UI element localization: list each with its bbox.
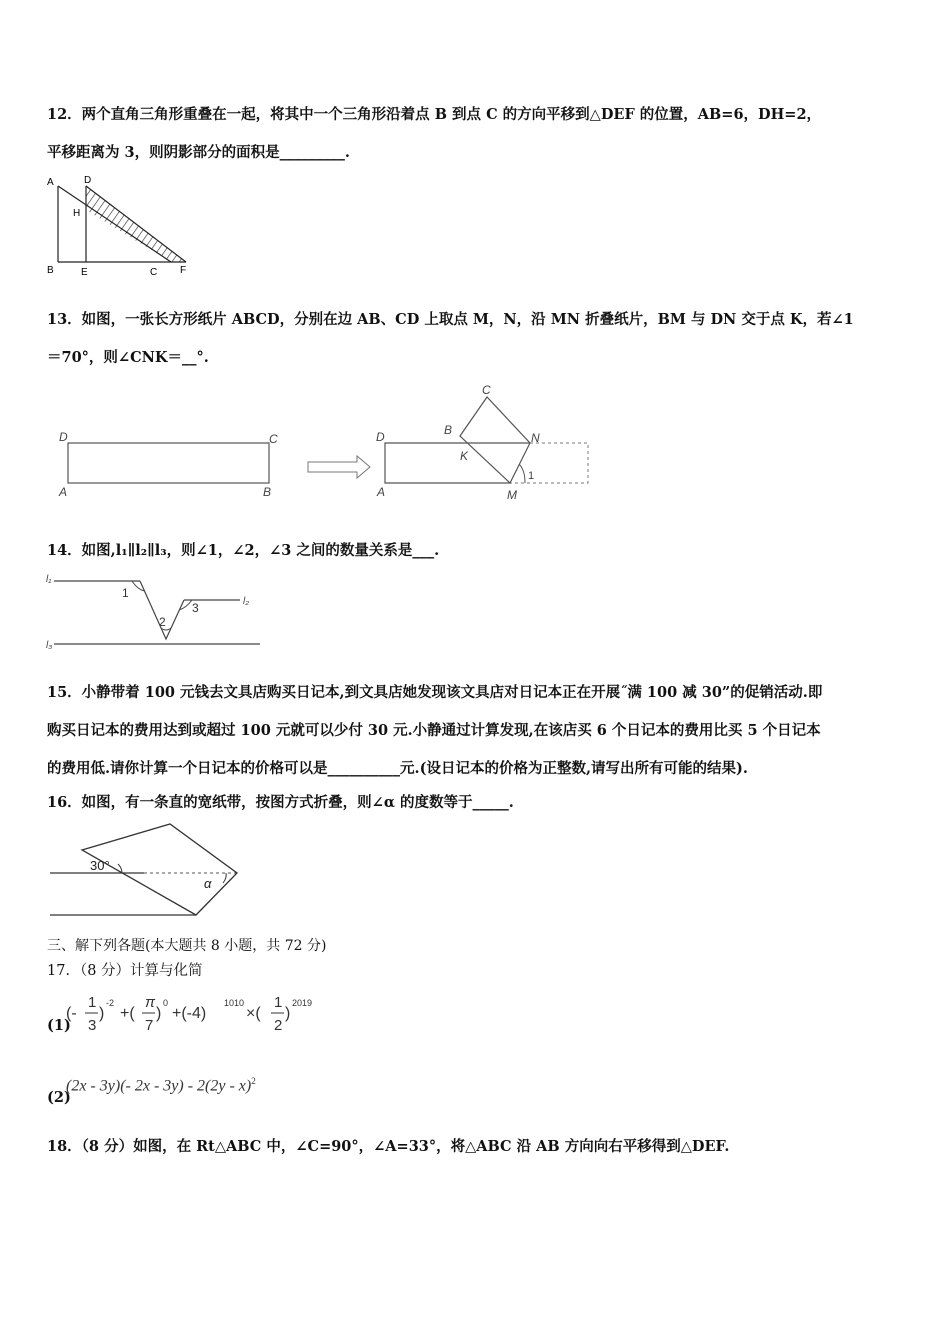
q17-p1-exp-1010: 1010 [224,998,245,1008]
q17-p1-den-7: 7 [145,1017,154,1034]
q13-angle-1-arc [519,464,525,483]
q13-left-label-A: A [59,485,68,499]
q12-line-DF [86,186,186,262]
q12-line2: 平移距离为 3，则阴影部分的面积是_________. [47,144,350,161]
q13-right-label-K: K [460,449,469,463]
q14-zigzag [140,581,184,639]
q16-label-alpha: α [204,876,212,891]
q17-p2-exp: 2 [251,1076,256,1086]
q12-label-B: B [47,265,54,276]
q17-p2-expr: (2x - 3y)(- 2x - 3y) - 2(2y - x) [66,1077,252,1095]
q17-p1-exp-neg2: -2 [106,998,115,1008]
q17-p1-close-2: ) [156,1005,162,1022]
q16-line1: 16．如图，有一条直的宽纸带，按图方式折叠，则∠α 的度数等于_____. [47,794,514,811]
q17-p1-num-1b: 1 [274,994,283,1011]
q16-figure [46,818,246,920]
q17-p1-close-3: ) [285,1005,291,1022]
q17-p1-close-1: ) [99,1005,105,1022]
q14-label-l3: l₃ [46,640,53,651]
q17-part2-label: (2) [47,1089,71,1106]
q17-part2-expression [66,1076,256,1095]
q13-right-label-D: D [376,430,385,444]
q17-p1-num-1: 1 [88,994,97,1011]
section3-title: 三、解下列各题(本大题共 8 小题，共 72 分) [47,938,327,954]
q13-figure [55,380,605,505]
q16-angle-alpha-arc [223,873,226,883]
q12-label-H: H [73,208,81,219]
q17-line1: 17．（8 分）计算与化简 [47,963,203,979]
q13-right-label-C: C [482,383,491,397]
q17-p1-times-open: ×( [246,1005,261,1022]
q14-label-1: 1 [122,586,129,600]
q18-line1: 18．（8 分）如图，在 Rt△ABC 中，∠C=90°，∠A=33°，将△ABC 沿 AB 方向向右平移得到△DEF. [47,1138,730,1155]
q14-label-2: 2 [159,615,166,629]
q15-line2: 购买日记本的费用达到或超过 100 元就可以少付 30 元.小静通过计算发现,在该店买 6 个日记本的费用比买 5 个日记本 [47,722,821,739]
q17-p1-exp-0: 0 [163,998,169,1008]
q13-dotted-part [510,443,588,483]
q15-line3: 的费用低.请你计算一个日记本的价格可以是__________元.(设日记本的价格为正整数,请写出所有可能的结果). [47,760,748,777]
q17-part1-expression [64,992,324,1038]
q13-right-label-1: 1 [528,470,535,482]
q12-label-F: F [180,265,187,276]
q12-line1: 12．两个直角三角形重叠在一起，将其中一个三角形沿着点 B 到点 C 的方向平移到△DEF 的位置，AB=6，DH=2， [47,106,822,123]
q12-figure [44,172,194,280]
q15-line1: 15．小静带着 100 元钱去文具店购买日记本,到文具店她发现该文具店对日记本正在开展˝满 100 减 30”的促销活动.即 [47,684,823,701]
q16-label-30deg: 30° [90,858,110,873]
q13-right-label-M: M [507,488,517,502]
q13-line2: ＝70°，则∠CNK＝__°. [47,349,209,366]
q12-label-D: D [84,175,92,186]
q17-p1-plus-open: +( [120,1005,135,1022]
q14-line1: 14．如图,l₁∥l₂∥l₃，则∠1，∠2，∠3 之间的数量关系是___. [47,542,440,559]
q14-angle-1-arc [132,581,145,591]
q13-right-label-A: A [377,485,386,499]
q17-p1-neg4: +(-4) [172,1005,207,1022]
q13-right-label-B: B [444,423,453,437]
q17-p1-den-3: 3 [88,1017,97,1034]
q12-label-E: E [81,267,88,278]
q14-figure [44,566,264,656]
q14-angle-3-arc [179,600,192,610]
q13-left-label-C: C [269,432,278,446]
q17-p1-den-2: 2 [274,1017,283,1034]
q13-arrow [308,456,370,478]
q13-right-label-N: N [531,431,540,445]
q14-label-l2: l₂ [243,596,250,607]
q14-label-3: 3 [192,601,199,615]
q17-p1-exp-2019: 2019 [292,998,313,1008]
q17-part1-label: (1) [47,1017,71,1034]
q12-label-A: A [47,177,54,188]
q13-folded-flap [460,397,530,483]
q17-p1-open-neg: (- [66,1005,77,1022]
q13-left-label-D: D [59,430,68,444]
q12-line-AC [58,186,171,262]
q12-label-C: C [150,267,158,278]
q13-line1: 13．如图，一张长方形纸片 ABCD，分别在边 AB、CD 上取点 M，N，沿 MN 折叠纸片，BM 与 DN 交于点 K，若∠1 [47,311,854,328]
q13-left-rectangle [68,443,269,483]
q17-p1-num-pi: π [145,994,156,1011]
q14-label-l1: l₁ [46,574,52,585]
q13-right-rectangle [385,443,530,483]
q13-left-label-B: B [263,485,272,499]
